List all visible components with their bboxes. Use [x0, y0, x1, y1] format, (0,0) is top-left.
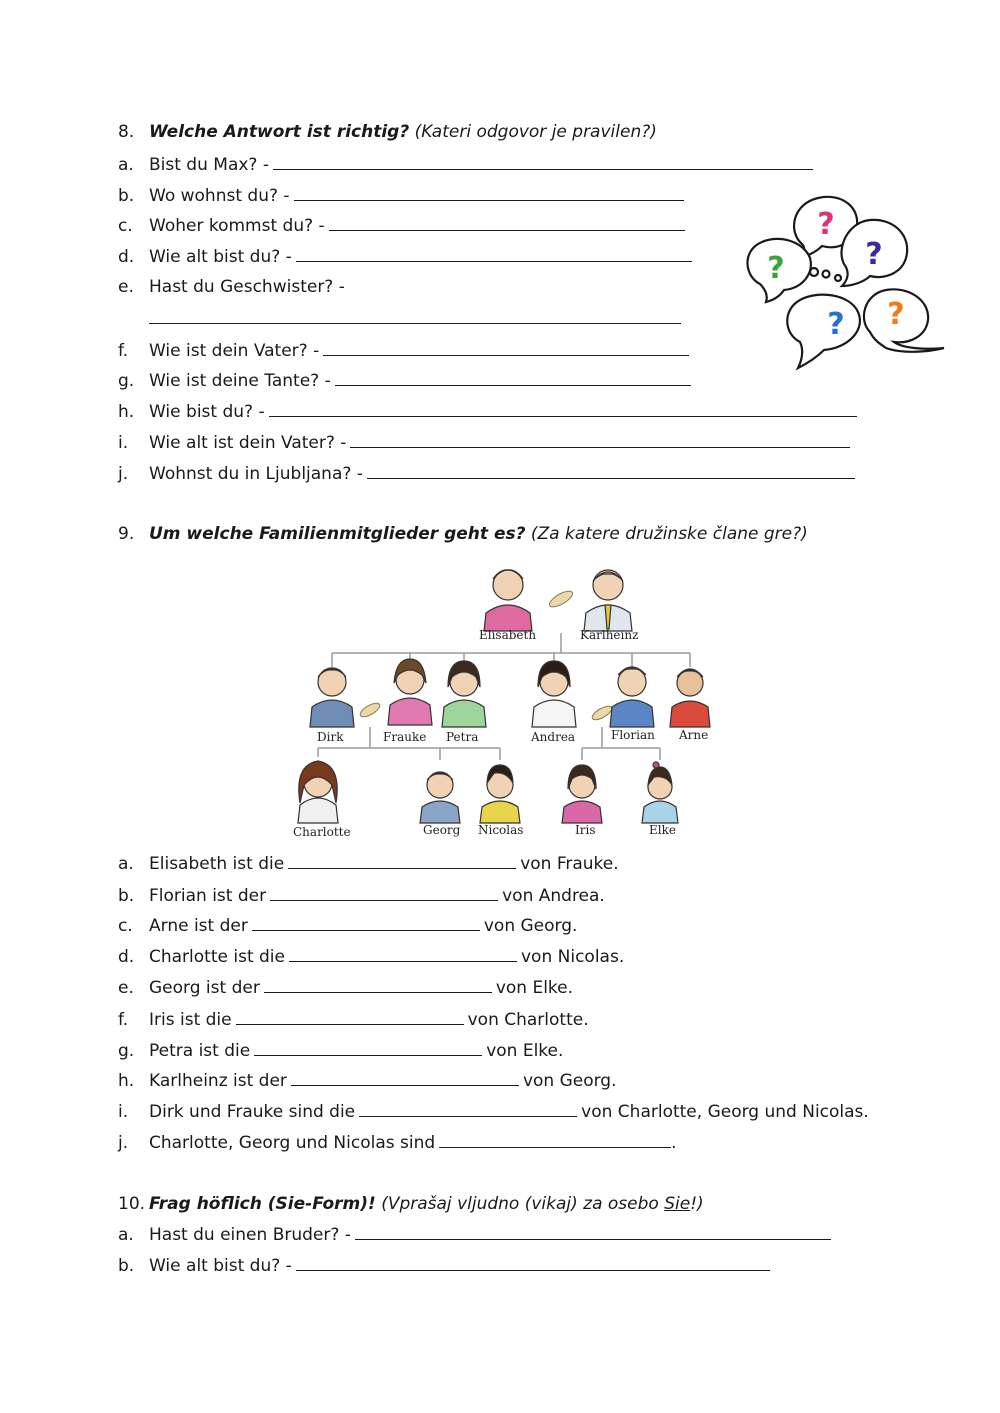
answer-blank[interactable]: [294, 184, 684, 201]
item-letter: d.: [118, 247, 135, 267]
tree-name-elke: Elke: [649, 823, 676, 837]
item-letter: j.: [118, 1133, 129, 1153]
ex8-item-f: [118, 339, 693, 362]
ex8-title: Welche Antwort ist richtig?: [149, 122, 410, 142]
sentence-end: von Georg.: [522, 1071, 617, 1091]
question-text: Wie alt bist du? -: [149, 247, 292, 267]
tree-name-petra: Petra: [446, 730, 479, 744]
item-letter: b.: [118, 886, 135, 906]
question-mark-purple-icon: ?: [865, 237, 883, 272]
answer-blank[interactable]: [269, 400, 857, 417]
tree-name-elisabeth: Elisabeth: [479, 628, 537, 642]
question-text: Bist du Max? -: [149, 155, 269, 175]
item-letter: d.: [118, 947, 135, 967]
answer-blank[interactable]: [149, 307, 681, 324]
answer-blank[interactable]: [273, 153, 813, 170]
answer-blank[interactable]: [323, 339, 689, 356]
question-text: Wie ist dein Vater? -: [149, 341, 320, 361]
sentence-start: Iris ist die: [149, 1010, 232, 1030]
answer-blank[interactable]: [355, 1223, 831, 1240]
item-letter: h.: [118, 1071, 135, 1091]
answer-blank[interactable]: [289, 945, 517, 962]
ex9-item-f: [118, 1008, 589, 1031]
ex9-item-g: [118, 1039, 563, 1062]
sentence-start: Petra ist die: [149, 1041, 251, 1061]
sentence-start: Dirk und Frauke sind die: [149, 1102, 356, 1122]
item-letter: e.: [118, 978, 134, 998]
question-text: Wie alt bist du? -: [149, 1256, 292, 1276]
answer-blank[interactable]: [329, 214, 685, 231]
item-letter: g.: [118, 1041, 135, 1061]
sentence-end: .: [671, 1133, 677, 1153]
ex9-item-e: [118, 976, 573, 999]
sentence-end: von Frauke.: [520, 854, 619, 874]
person-iris: [562, 765, 602, 823]
ex8-item-a: [118, 153, 817, 176]
answer-blank[interactable]: [367, 462, 855, 479]
ex8-subtitle: (Kateri odgovor je pravilen?): [414, 122, 657, 142]
ex10-number: 10.: [118, 1194, 146, 1214]
ex9-item-d: [118, 945, 624, 968]
item-letter: i.: [118, 1102, 129, 1122]
sentence-start: Georg ist der: [149, 978, 260, 998]
ex9-heading: [118, 523, 808, 545]
question-text: Wo wohnst du? -: [149, 186, 290, 206]
item-letter: a.: [118, 854, 134, 874]
sentence-end: von Charlotte, Georg und Nicolas.: [581, 1102, 869, 1122]
ex9-item-b: [118, 884, 605, 907]
answer-blank[interactable]: [288, 852, 516, 869]
question-text: Woher kommst du? -: [149, 216, 325, 236]
answer-blank[interactable]: [296, 245, 692, 262]
answer-blank[interactable]: [270, 884, 498, 901]
tree-name-iris: Iris: [575, 823, 596, 837]
sentence-start: Elisabeth ist die: [149, 854, 285, 874]
ex8-item-b: [118, 184, 688, 207]
ring-icon: [358, 701, 382, 720]
ex10-item-b: [118, 1254, 774, 1277]
person-arne: [670, 669, 710, 727]
ex10-item-a: [118, 1223, 835, 1246]
tree-name-florian: Florian: [611, 728, 655, 742]
person-georg: [420, 772, 460, 823]
ex9-title: Um welche Familienmitglieder geht es?: [149, 524, 526, 544]
question-mark-orange-icon: ?: [887, 297, 905, 332]
person-petra: [442, 661, 486, 727]
answer-blank[interactable]: [252, 914, 480, 931]
sentence-start: Karlheinz ist der: [149, 1071, 287, 1091]
item-letter: c.: [118, 916, 133, 936]
question-mark-green-icon: ?: [767, 251, 785, 286]
question-text: Wie alt ist dein Vater? -: [149, 433, 347, 453]
item-letter: i.: [118, 433, 129, 453]
ex10-subtitle-sie: Sie: [664, 1194, 691, 1214]
person-karlheinz: [584, 570, 632, 631]
item-letter: c.: [118, 216, 133, 236]
item-letter: j.: [118, 464, 129, 484]
question-speech-bubbles-icon: [740, 192, 950, 372]
sentence-end: von Charlotte.: [467, 1010, 589, 1030]
person-dirk: [310, 668, 354, 727]
tree-name-nicolas: Nicolas: [478, 823, 524, 837]
person-charlotte: [298, 761, 338, 823]
question-text: Wie ist deine Tante? -: [149, 371, 331, 391]
sentence-end: von Andrea.: [502, 886, 605, 906]
answer-blank[interactable]: [350, 431, 850, 448]
ex10-title: Frag höflich (Sie-Form)!: [149, 1194, 376, 1214]
ex9-item-j: [118, 1131, 677, 1154]
tree-name-andrea: Andrea: [531, 730, 576, 744]
ex9-item-a: [118, 852, 619, 875]
ring-icon: [547, 588, 575, 610]
ex10-heading: [118, 1193, 704, 1215]
ex8-item-i: [118, 431, 854, 454]
ex8-number: 8.: [118, 122, 135, 142]
bubble-blue: [787, 295, 860, 368]
sentence-end: von Nicolas.: [521, 947, 625, 967]
item-letter: b.: [118, 186, 135, 206]
item-letter: h.: [118, 402, 135, 422]
ex9-item-c: [118, 914, 577, 937]
sentence-end: von Georg.: [483, 916, 578, 936]
answer-blank[interactable]: [359, 1100, 577, 1117]
tree-name-arne: Arne: [679, 728, 709, 742]
family-tree-illustration: [290, 555, 720, 845]
sentence-start: Florian ist der: [149, 886, 267, 906]
ex10-subtitle-start: (Vprašaj vljudno (vikaj) za osebo: [381, 1194, 659, 1214]
answer-blank[interactable]: [236, 1008, 464, 1025]
question-mark-pink-icon: ?: [817, 207, 835, 242]
ex8-item-e-blank-line: [149, 307, 685, 330]
ex8-item-d: [118, 245, 696, 268]
sentence-end: von Elke.: [495, 978, 574, 998]
question-mark-blue-icon: ?: [827, 307, 845, 342]
item-letter: f.: [118, 341, 129, 361]
item-letter: g.: [118, 371, 135, 391]
person-nicolas: [480, 765, 520, 823]
tree-name-georg: Georg: [423, 823, 461, 837]
person-andrea: [532, 661, 576, 727]
answer-blank[interactable]: [264, 976, 492, 993]
ex9-subtitle: (Za katere družinske člane gre?): [530, 524, 808, 544]
item-letter: a.: [118, 1225, 134, 1245]
answer-blank[interactable]: [254, 1039, 482, 1056]
sentence-start: Charlotte ist die: [149, 947, 285, 967]
person-elisabeth: [484, 570, 532, 631]
sentence-end: von Elke.: [486, 1041, 564, 1061]
item-letter: a.: [118, 155, 134, 175]
ex9-item-i: [118, 1100, 869, 1123]
sentence-start: Arne ist der: [149, 916, 248, 936]
ex9-item-h: [118, 1069, 617, 1092]
person-elke: [642, 762, 678, 823]
answer-blank[interactable]: [291, 1069, 519, 1086]
question-text: Wohnst du in Ljubljana? -: [149, 464, 363, 484]
ex8-item-j: [118, 462, 859, 485]
answer-blank[interactable]: [335, 369, 691, 386]
item-letter: b.: [118, 1256, 135, 1276]
tree-name-dirk: Dirk: [317, 730, 344, 744]
question-text: Hast du Geschwister? -: [149, 277, 345, 297]
item-letter: e.: [118, 277, 134, 297]
person-florian: [610, 667, 654, 727]
answer-blank[interactable]: [439, 1131, 671, 1148]
question-text: Hast du einen Bruder? -: [149, 1225, 351, 1245]
ex8-item-h: [118, 400, 861, 423]
item-letter: f.: [118, 1010, 129, 1030]
tree-name-charlotte: Charlotte: [293, 825, 351, 839]
ex10-subtitle: [381, 1194, 703, 1214]
tree-name-karlheinz: Karlheinz: [580, 628, 639, 642]
ex8-heading: [118, 121, 657, 143]
answer-blank[interactable]: [296, 1254, 770, 1271]
tree-name-frauke: Frauke: [383, 730, 427, 744]
ex9-number: 9.: [118, 524, 135, 544]
ex8-item-g: [118, 369, 695, 392]
question-text: Wie bist du? -: [149, 402, 265, 422]
sentence-start: Charlotte, Georg und Nicolas sind: [149, 1133, 436, 1153]
ex8-item-c: [118, 214, 689, 237]
ex8-item-e: [118, 276, 345, 298]
ex10-subtitle-end: !): [690, 1194, 704, 1214]
person-frauke: [388, 659, 432, 725]
